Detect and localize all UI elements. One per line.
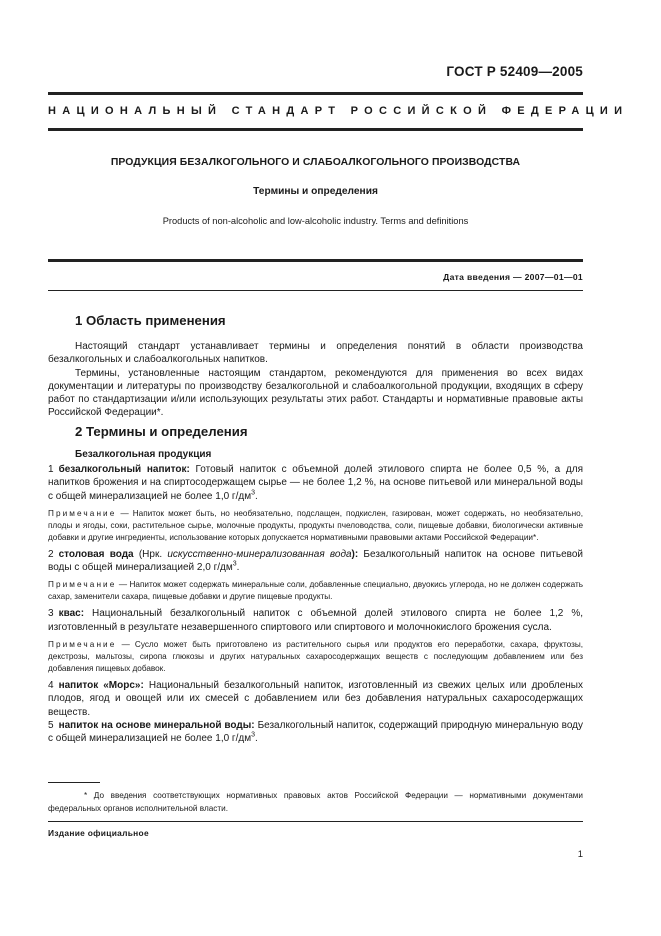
term-5-name: напиток на основе минеральной воды: [58, 719, 255, 731]
note-1-label: Примечание [48, 508, 117, 518]
subheading-nonalcoholic: Безалкогольная продукция [75, 449, 212, 460]
term-3-definition: Национальный безалкогольный напиток с объемной долей этилового спирта не более 1,2 %, изготовленный в результате незавершенного спиртового или спиртового и молочнокислого брожения сусла. [48, 608, 583, 633]
document-title: ПРОДУКЦИЯ БЕЗАЛКОГОЛЬНОГО И СЛАБОАЛКОГОЛЬНОГО ПРОИЗВОДСТВА [110, 157, 521, 168]
section1-para2-text: Термины, установленные настоящим стандартом, рекомендуются для применения во всех видах документации и литературы по производству безалкогольной и слабоалкогольной продукции, входящих в сферу работ по стандартизации и/или использующих результаты этих работ. [48, 367, 583, 406]
date-rule [48, 290, 583, 291]
footnote-rule [48, 782, 100, 783]
footnote-mark-text: Российской Федерации*. [48, 407, 164, 419]
section-terms [48, 424, 583, 746]
term-2-end: . [236, 562, 240, 574]
english-title: Products of non-alcoholic and low-alcoholic industry. Terms and definitions [162, 216, 469, 226]
term-2-number: 2 [48, 548, 54, 560]
term-5 [48, 719, 583, 746]
intro-date: Дата введения — 2007—01—01 [443, 272, 583, 282]
term-1-sup: 3 [251, 489, 255, 497]
national-standard-rule [48, 128, 583, 131]
term-5-end: . [254, 733, 258, 745]
section-scope [48, 313, 583, 420]
term-1 [48, 463, 583, 503]
top-rule [48, 92, 583, 95]
note-3-text: — Сусло может быть приготовлено из растительного сырья или продуктов его переработки, сахара, фруктозы, декстрозы, мальтозы, сиропа глюкозы и других натуральных сахаросодержащих веществ с последующим добавлением или без добавления пищевых добавок. [48, 640, 583, 674]
gost-code: ГОСТ Р 52409—2005 [446, 64, 583, 79]
term-4 [48, 679, 583, 719]
term-5-sup: 3 [251, 731, 255, 739]
note-2-label: Примечание [48, 580, 117, 590]
term-2-name: столовая вода [58, 548, 134, 560]
section1-para1: Настоящий стандарт устанавливает термины и определения понятий в области производства безалкогольных и слабоалкогольных напитков. [48, 341, 583, 366]
term-3-name: квас: [58, 608, 85, 620]
term-5-number: 5 [48, 719, 54, 731]
note-2-text: — Напиток может содержать минеральные соли, добавленные специально, двуокись углерода, но не должен содержать сахар, заменители сахара, пищевые добавки и другие пищевые продукты. [48, 580, 583, 602]
section1-para2: Термины, установленные настоящим стандартом, рекомендуются для применения во всех видах документации и литературы по производству безалкогольной и слабоалкогольной продукции, входящих в сферу работ по стандартизации и/или использующих результаты этих работ. Стандарты и нормативные правовые акты Российской Федерации*. [48, 367, 584, 419]
term-4-definition: Национальный безалкогольный напиток, изготовленный из свежих целых или дробленых плодов, ягод и овощей или их смесей с добавлением или без добавления натуральных сахаросодержащих веществ. [48, 680, 583, 718]
term-1-number: 1 [48, 464, 54, 475]
document-subtitle: Термины и определения [253, 186, 378, 197]
note-1: Примечание — Напиток может быть, но необязательно, подслащен, подкислен, газирован, может содержать, но необязательно, плоды и ягоды, соки, растительное сырье, молочные продукты, продукты пчеловодства, соли, пищевые добавки, биологически активные добавки и другие ингредиенты, использование которых допускается нормативными правовыми актами Российской Федерации*. [48, 508, 583, 542]
term-5-definition: Безалкогольный напиток, содержащий природную минеральную воду с общей минерализацией не более 1,0 г/дм [48, 719, 584, 745]
term-1-name: безалкогольный напиток: [58, 464, 190, 475]
term-1-end: . [254, 490, 258, 502]
term-3-number: 3 [48, 608, 54, 620]
edition-rule [48, 821, 583, 822]
section2-heading: 2 Термины и определения [75, 424, 248, 439]
title-rule [48, 259, 583, 262]
term-3 [48, 607, 583, 634]
term-2-nrk-term: искусственно-минерализованная вода [167, 548, 352, 560]
term-2-nrk-prefix: (Нрк. [138, 548, 163, 560]
note-3 [48, 639, 583, 675]
national-standard-heading: НАЦИОНАЛЬНЫЙ СТАНДАРТ РОССИЙСКОЙ ФЕДЕРАЦИИ [48, 105, 629, 117]
term-2-nrk-suffix: ): [351, 548, 359, 560]
footnote: * До введения соответствующих нормативных правовых актов Российской Федерации — нормативными документами федеральных органов исполнительной власти. [48, 791, 583, 813]
term-2-sup: 3 [232, 560, 237, 568]
term-2 [48, 548, 583, 575]
term-4-number: 4 [48, 680, 54, 692]
note-2 [48, 579, 583, 603]
page-number: 1 [577, 849, 583, 860]
term-1-definition: Готовый напиток с объемной долей этилового спирта не более 0,5 %, а для напитков брожения и на спиртосодержащем сырье — не более 1,2 %, на основе питьевой или минеральной воды с общей минерализацией не более 1,0 г/дм [48, 464, 584, 502]
note-3-label: Примечание [48, 640, 117, 650]
term-4-name: напиток «Морс»: [58, 680, 144, 692]
term-2-definition: Безалкогольный напиток на основе питьевой воды с общей минерализацией 2,0 г/дм [48, 548, 584, 574]
note-1-text: — Напиток может быть, но необязательно, подслащен, подкислен, газирован, может содержать, но необязательно, плоды и ягоды, соки, растительное сырье, молочные продукты, продукты пчеловодства, соли, пищевые добавки, биологически активные добавки и другие ингредиенты, использование которых допускается нормативными правовыми актами [48, 508, 583, 542]
section1-heading: 1 Область применения [75, 313, 226, 328]
edition-label: Издание официальное [48, 828, 149, 838]
